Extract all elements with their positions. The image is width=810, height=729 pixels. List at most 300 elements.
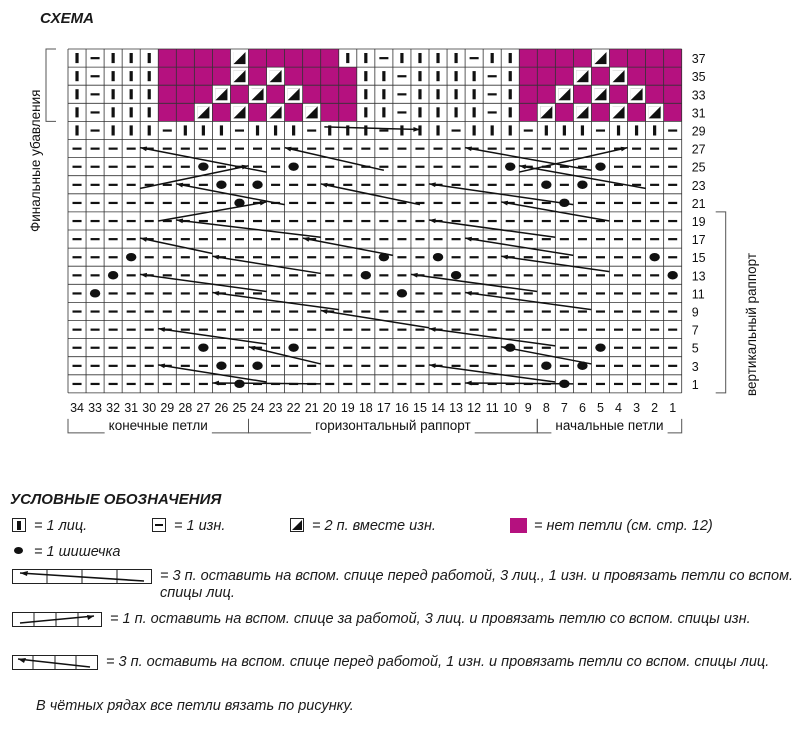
purl-symbol [235,310,244,312]
purl-symbol [361,256,370,258]
vertical-repeat-bracket [716,212,726,393]
cable-arrow [212,383,320,384]
purl-symbol [397,310,406,312]
no-stitch-cell [176,49,194,67]
purl-symbol [127,220,136,222]
purl-symbol [470,347,479,349]
purl-symbol [524,202,533,204]
purl-symbol [632,310,641,312]
purl-symbol [452,166,461,168]
purl-symbol [397,329,406,331]
knit-symbol [130,107,133,117]
row-label: 1 [691,377,699,392]
knit-symbol [653,125,656,135]
purl-symbol [235,148,244,150]
purl-symbol [73,347,82,349]
purl-symbol [578,256,587,258]
purl-symbol [145,256,154,258]
purl-symbol [289,292,298,294]
purl-symbol [415,347,424,349]
purl-symbol [271,184,280,186]
purl-symbol [325,166,334,168]
no-stitch-cell [664,85,682,103]
purl-symbol [415,383,424,385]
purl-symbol [181,256,190,258]
knit-symbol [473,71,476,81]
column-label: 1 [669,400,677,415]
purl-symbol [253,166,262,168]
purl-symbol [343,184,352,186]
purl-symbol [307,365,316,367]
purl-symbol [415,238,424,240]
purl-symbol [307,347,316,349]
purl-symbol [73,383,82,385]
purl-symbol [614,166,623,168]
purl-symbol [217,148,226,150]
purl-symbol [271,329,280,331]
purl-symbol [307,129,316,131]
purl-symbol [73,365,82,367]
bobble-symbol [595,343,605,351]
purl-symbol [506,310,515,312]
column-label: 22 [286,400,301,415]
row-label: 11 [691,287,705,302]
purl-symbol [307,220,316,222]
purl-symbol [488,238,497,240]
column-label: 31 [124,400,139,415]
purl-symbol [379,238,388,240]
no-stitch-cell [664,103,682,121]
bobble-symbol [541,362,551,370]
purl-symbol [415,220,424,222]
purl-symbol [560,365,569,367]
bobble-symbol [252,181,262,189]
purl-symbol [109,292,118,294]
no-stitch-cell [267,85,285,103]
knit-symbol [635,125,638,135]
purl-symbol [506,292,515,294]
purl-symbol [109,184,118,186]
purl-symbol [650,148,659,150]
purl-symbol [506,238,515,240]
purl-symbol [542,310,551,312]
purl-symbol [325,292,334,294]
purl-symbol [452,256,461,258]
purl-symbol [145,202,154,204]
no-stitch-swatch-icon [510,518,527,533]
purl-symbol [163,310,172,312]
purl-symbol [163,256,172,258]
no-stitch-cell [194,85,212,103]
purl-symbol [379,57,388,59]
purl-symbol [397,274,406,276]
section-label: горизонтальный раппорт [315,417,471,433]
purl-symbol [596,202,605,204]
purl-symbol [397,383,406,385]
purl-symbol [91,184,100,186]
knit-symbol [491,53,494,63]
column-label: 19 [340,400,355,415]
purl-symbol [470,57,479,59]
knit-symbol [418,107,421,117]
purl-symbol [397,256,406,258]
bobble-symbol [397,289,407,297]
no-stitch-cell [285,67,303,85]
purl-symbol [578,292,587,294]
purl-symbol [397,238,406,240]
purl-symbol [650,274,659,276]
purl-symbol [91,383,100,385]
purl-symbol [199,383,208,385]
purl-symbol [650,184,659,186]
purl-symbol [488,365,497,367]
purl-symbol [181,148,190,150]
purl-symbol [163,166,172,168]
purl-symbol [91,347,100,349]
purl-symbol [361,329,370,331]
knit-symbol [148,125,151,135]
no-stitch-cell [573,85,591,103]
no-stitch-cell [628,49,646,67]
purl-symbol [325,202,334,204]
column-label: 11 [485,400,499,415]
purl-symbol [379,274,388,276]
no-stitch-cell [321,49,339,67]
purl-symbol [488,75,497,77]
purl-symbol [181,238,190,240]
purl-symbol [542,238,551,240]
purl-symbol [325,329,334,331]
purl-symbol [343,220,352,222]
purl-symbol [560,184,569,186]
purl-symbol [91,111,100,113]
knit-symbol [454,71,457,81]
purl-symbol [235,184,244,186]
purl-symbol [271,274,280,276]
purl-symbol [488,148,497,150]
even-rows-note: В чётных рядах все петли вязать по рисунку. [36,698,354,714]
purl-symbol [289,365,298,367]
purl-symbol [524,129,533,131]
purl-symbol [199,184,208,186]
purl-symbol [379,292,388,294]
purl-symbol [596,365,605,367]
purl-symbol [325,383,334,385]
purl-symbol [452,202,461,204]
no-stitch-cell [212,67,230,85]
purl-symbol [650,310,659,312]
purl-symbol [199,220,208,222]
row-label: 9 [691,305,699,320]
purl-symbol [379,310,388,312]
purl-symbol [578,238,587,240]
purl-symbol [470,274,479,276]
purl-symbol [560,238,569,240]
purl-symbol [217,274,226,276]
purl-symbol [73,256,82,258]
purl-symbol [379,329,388,331]
purl-symbol [488,310,497,312]
knit-symbol [509,107,512,117]
purl-symbol [145,365,154,367]
cable-1-3-back-symbol-icon [12,612,102,628]
purl-symbol [109,166,118,168]
column-label: 5 [596,400,604,415]
purl-symbol [560,220,569,222]
column-label: 18 [358,400,373,415]
purl-symbol [614,274,623,276]
purl-symbol [325,148,334,150]
purl-symbol [91,365,100,367]
purl-symbol [361,365,370,367]
purl-symbol [181,329,190,331]
knit-symbol [364,53,367,63]
purl-symbol [91,75,100,77]
purl-symbol [361,292,370,294]
column-label: 20 [322,400,337,415]
column-label: 2 [651,400,659,415]
purl-symbol [650,329,659,331]
purl-symbol [91,129,100,131]
purl-symbol [397,75,406,77]
purl-symbol [397,347,406,349]
purl-symbol [271,220,280,222]
purl-symbol [217,238,226,240]
final-decreases-label: Финальные убавления [28,89,43,232]
purl-symbol [361,148,370,150]
purl-symbol [127,365,136,367]
no-stitch-cell [610,85,628,103]
purl-symbol [452,148,461,150]
knit-symbol [418,71,421,81]
column-label: 13 [449,400,464,415]
purl-symbol [632,202,641,204]
knit-symbol [364,89,367,99]
no-stitch-cell [555,49,573,67]
column-label: 32 [106,400,121,415]
purl-symbol [73,148,82,150]
purl-symbol [596,184,605,186]
no-stitch-cell [555,67,573,85]
column-label: 16 [394,400,409,415]
column-label: 8 [542,400,550,415]
purl-symbol [235,220,244,222]
final-decrease-bracket [46,49,56,121]
purl-symbol [217,220,226,222]
purl-symbol [470,220,479,222]
purl-symbol [415,256,424,258]
purl-symbol [109,383,118,385]
no-stitch-cell [249,49,267,67]
purl-symbol [217,166,226,168]
knit-symbol [75,125,78,135]
purl-symbol [325,274,334,276]
purl-symbol [253,256,262,258]
purl-symbol [91,148,100,150]
purl-symbol [632,383,641,385]
purl-symbol [199,292,208,294]
purl-symbol [470,202,479,204]
purl-symbol [397,220,406,222]
purl-symbol [578,148,587,150]
column-label: 9 [524,400,532,415]
purl-symbol [470,365,479,367]
purl-symbol [343,256,352,258]
no-stitch-cell [285,103,303,121]
knit-symbol [400,125,403,135]
purl-symbol [307,292,316,294]
knit-symbol [148,89,151,99]
no-stitch-cell [555,103,573,121]
column-label: 26 [214,400,229,415]
knit-symbol [364,107,367,117]
knit-symbol [418,125,421,135]
purl-symbol [524,365,533,367]
row-label: 19 [691,214,706,229]
no-stitch-cell [519,85,537,103]
knit-symbol [220,125,223,135]
knit-symbol [75,107,78,117]
purl-symbol [163,292,172,294]
purl-symbol [199,274,208,276]
purl-symbol [343,329,352,331]
knit-symbol [148,71,151,81]
purl-symbol [542,274,551,276]
knit-symbol [509,71,512,81]
purl-symbol [127,148,136,150]
purl-symbol [91,329,100,331]
purl-symbol [415,292,424,294]
purl-symbol [560,292,569,294]
purl-symbol [397,184,406,186]
knit-symbol [130,89,133,99]
knit-symbol [454,53,457,63]
no-stitch-cell [628,103,646,121]
purl-symbol [127,347,136,349]
purl-symbol [199,365,208,367]
purl-symbol [379,202,388,204]
purl-symbol [668,310,677,312]
purl-symbol [379,347,388,349]
purl-symbol [127,329,136,331]
purl-symbol [578,202,587,204]
column-label: 24 [250,400,265,415]
purl-symbol [235,365,244,367]
knit-symbol [473,89,476,99]
purl-symbol [506,148,515,150]
no-stitch-cell [519,103,537,121]
knit-symbol [436,89,439,99]
purl-symbol [470,310,479,312]
purl-symbol [470,256,479,258]
no-stitch-cell [537,49,555,67]
purl-symbol [434,148,443,150]
purl-symbol [235,238,244,240]
row-label: 23 [691,178,706,193]
knit-symbol [436,71,439,81]
k2tog-purl-symbol-icon [290,518,304,532]
purl-symbol [668,184,677,186]
no-stitch-cell [176,103,194,121]
purl-symbol [434,310,443,312]
purl-symbol [379,166,388,168]
purl-symbol [379,365,388,367]
purl-symbol [542,256,551,258]
purl-symbol [524,310,533,312]
purl-symbol [253,292,262,294]
purl-symbol [452,184,461,186]
purl-symbol [632,166,641,168]
no-stitch-cell [646,49,664,67]
bobble-symbol [505,162,515,170]
purl-symbol [307,329,316,331]
purl-symbol [325,220,334,222]
column-label: 30 [142,400,157,415]
purl-symbol [506,220,515,222]
row-label: 3 [691,359,699,374]
purl-symbol [452,365,461,367]
no-stitch-cell [339,103,357,121]
no-stitch-cell [646,85,664,103]
bobble-symbol [667,271,677,279]
purl-symbol [163,238,172,240]
purl-symbol [91,93,100,95]
row-label: 7 [691,323,699,338]
purl-symbol [343,292,352,294]
purl-symbol [632,238,641,240]
column-label: 21 [304,400,319,415]
knit-symbol [454,107,457,117]
purl-symbol [73,238,82,240]
legend-purl: = 1 изн. [152,518,282,536]
knit-symbol [148,107,151,117]
column-label: 6 [578,400,586,415]
purl-symbol [73,202,82,204]
purl-symbol [199,202,208,204]
knit-symbol [545,125,548,135]
knit-symbol [112,125,115,135]
row-label: 29 [691,124,706,139]
purl-symbol [127,310,136,312]
column-label: 4 [615,400,623,415]
purl-symbol [91,310,100,312]
row-label: 35 [691,70,706,85]
knit-symbol [256,125,259,135]
column-label: 10 [503,400,518,415]
purl-symbol [452,238,461,240]
knit-symbol [382,107,385,117]
bobble-symbol [361,271,371,279]
purl-symbol [289,274,298,276]
column-label: 34 [70,400,84,415]
no-stitch-cell [664,67,682,85]
purl-symbol [361,220,370,222]
purl-symbol [578,274,587,276]
column-label: 29 [160,400,175,415]
column-label: 27 [196,400,211,415]
purl-symbol [452,329,461,331]
purl-symbol [596,329,605,331]
purl-symbol [596,383,605,385]
purl-symbol [524,274,533,276]
purl-symbol [506,184,515,186]
purl-symbol [542,347,551,349]
purl-symbol [596,310,605,312]
no-stitch-cell [285,49,303,67]
column-label: 28 [178,400,193,415]
purl-symbol [668,383,677,385]
purl-symbol [325,347,334,349]
